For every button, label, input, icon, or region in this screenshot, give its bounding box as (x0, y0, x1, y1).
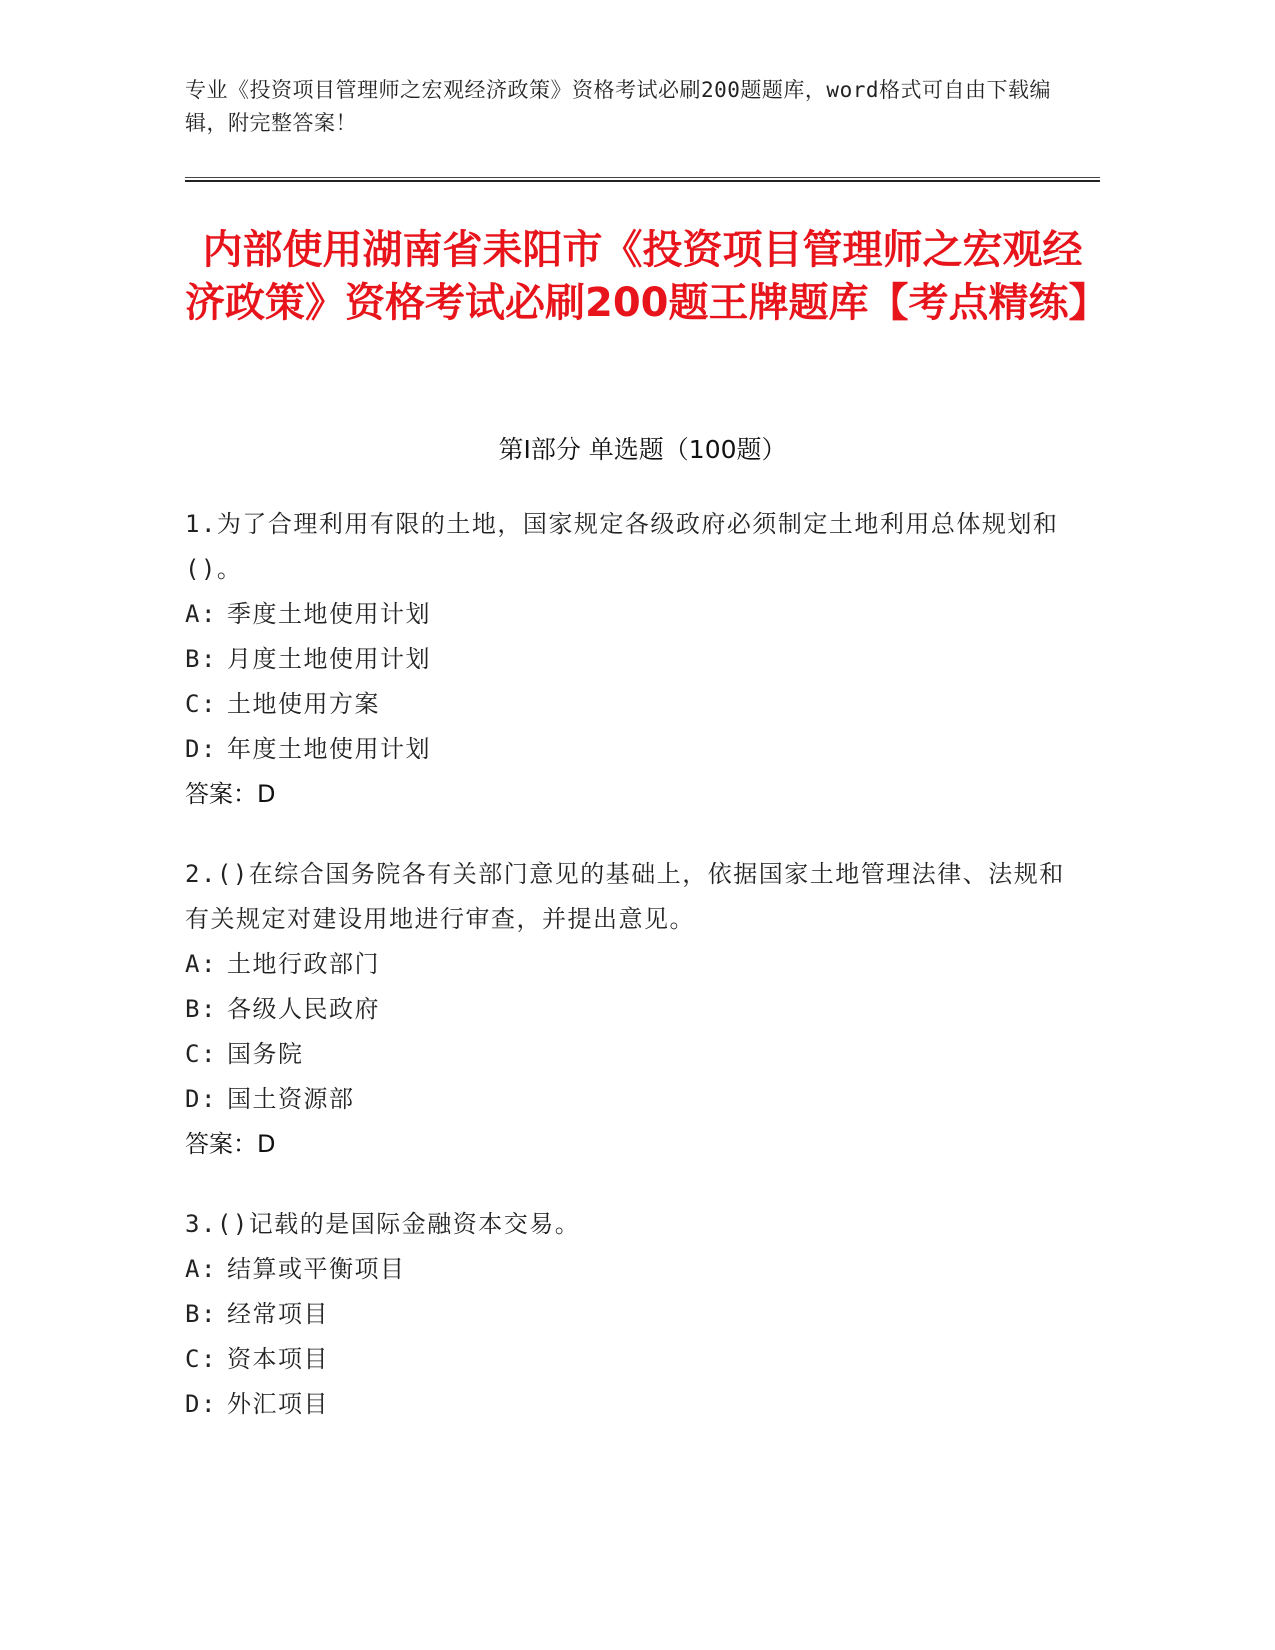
option-key: B: (185, 1300, 217, 1328)
option-b (185, 987, 1065, 1032)
option-key: D: (185, 1085, 217, 1113)
option-label: 结算或平衡项目 (227, 1255, 406, 1283)
option-d (185, 727, 1065, 772)
option-d (185, 1077, 1065, 1122)
option-label: 各级人民政府 (227, 995, 380, 1023)
question-1 (185, 502, 1065, 817)
option-a (185, 1247, 1065, 1292)
option-a (185, 592, 1065, 637)
option-label: 年度土地使用计划 (227, 735, 431, 763)
answer: 答案：D (185, 780, 276, 808)
option-key: B: (185, 645, 217, 673)
option-key: B: (185, 995, 217, 1023)
header-divider (185, 177, 1100, 182)
question-text: 1.为了合理利用有限的土地，国家规定各级政府必须制定土地利用总体规划和()。 (185, 510, 1059, 583)
option-label: 季度土地使用计划 (227, 600, 431, 628)
option-d (185, 1382, 1065, 1427)
option-key: D: (185, 735, 217, 763)
option-label: 月度土地使用计划 (227, 645, 431, 673)
option-c (185, 682, 1065, 727)
option-label: 经常项目 (227, 1300, 329, 1328)
question-3 (185, 1202, 1065, 1427)
option-label: 资本项目 (227, 1345, 329, 1373)
option-key: A: (185, 1255, 217, 1283)
option-key: A: (185, 600, 217, 628)
question-text: 3.()记载的是国际金融资本交易。 (185, 1210, 581, 1238)
section-title: 第I部分 单选题（100题） (498, 435, 787, 464)
question-text: 2.()在综合国务院各有关部门意见的基础上，依据国家土地管理法律、法规和有关规定对建设用地进行审查，并提出意见。 (185, 860, 1065, 933)
option-key: D: (185, 1390, 217, 1418)
option-label: 土地行政部门 (227, 950, 380, 978)
option-label: 土地使用方案 (227, 690, 380, 718)
option-b (185, 1292, 1065, 1337)
option-c (185, 1337, 1065, 1382)
document-title: 内部使用湖南省耒阳市《投资项目管理师之宏观经济政策》资格考试必刷200题王牌题库【考点精练】 (185, 227, 1109, 326)
option-key: C: (185, 690, 217, 718)
option-label: 国务院 (227, 1040, 304, 1068)
option-b (185, 637, 1065, 682)
question-2 (185, 852, 1065, 1167)
option-key: C: (185, 1345, 217, 1373)
option-key: A: (185, 950, 217, 978)
option-key: C: (185, 1040, 217, 1068)
option-c (185, 1032, 1065, 1077)
answer: 答案：D (185, 1130, 276, 1158)
option-label: 国土资源部 (227, 1085, 355, 1113)
option-a (185, 942, 1065, 987)
header-note: 专业《投资项目管理师之宏观经济政策》资格考试必刷200题题库，word格式可自由下载编辑，附完整答案！ (185, 78, 1051, 135)
option-label: 外汇项目 (227, 1390, 329, 1418)
